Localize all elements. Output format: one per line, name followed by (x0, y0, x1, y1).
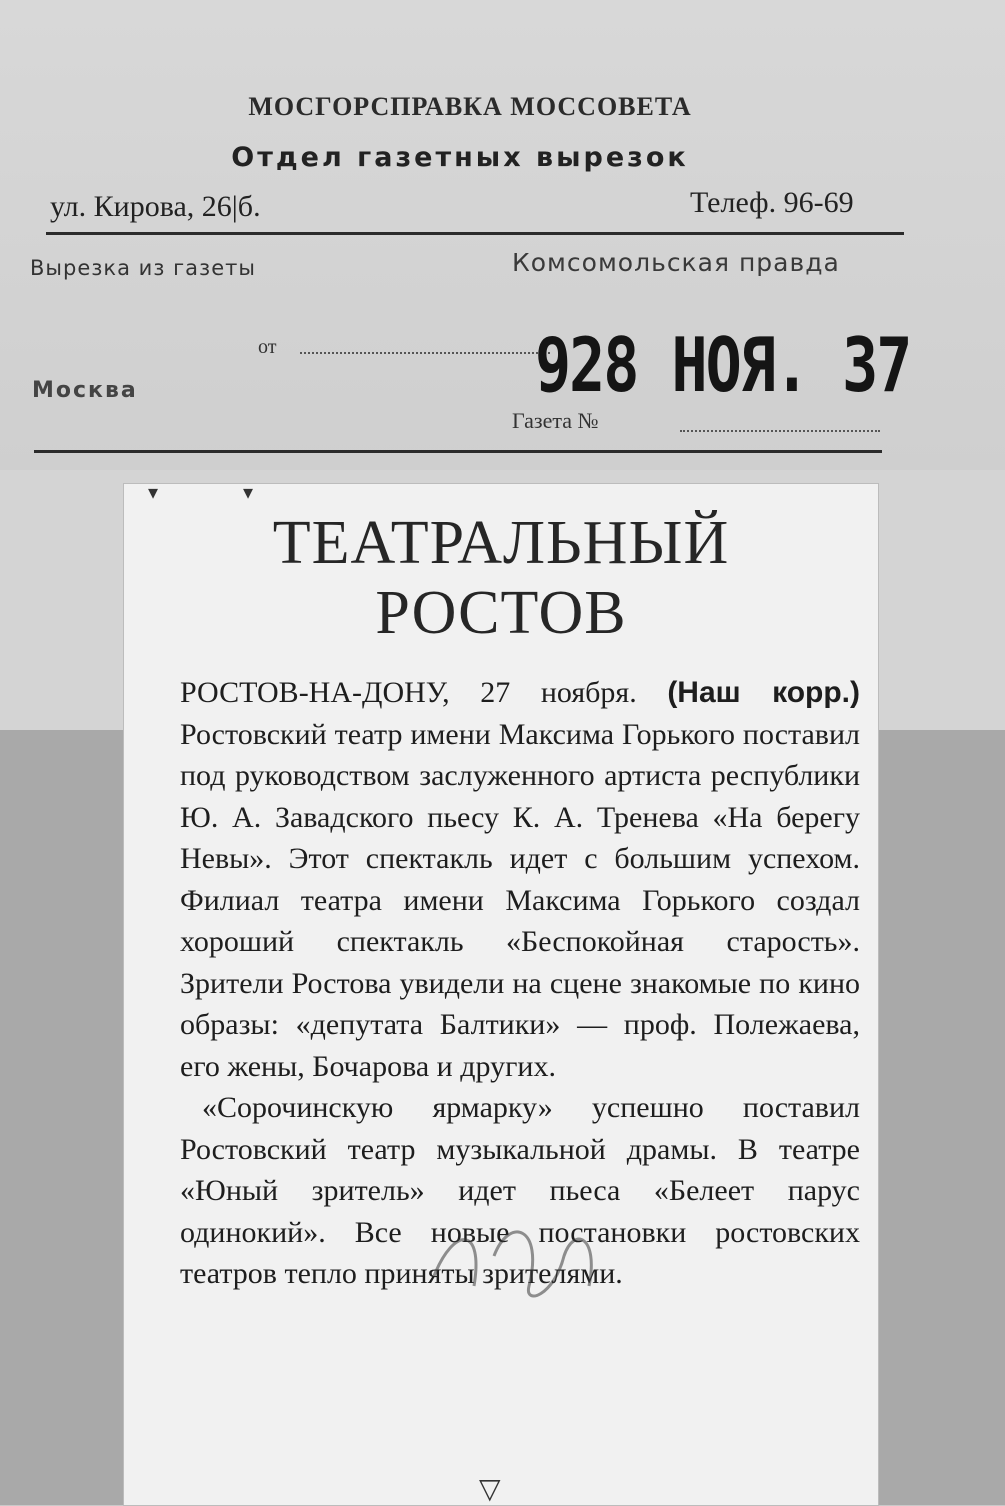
agency-phone: Телеф. 96-69 (690, 186, 854, 219)
department-name: Отдел газетных вырезок (231, 142, 689, 173)
form-bottom-divider (34, 450, 882, 453)
correspondent-note: (Наш корр.) (667, 676, 861, 709)
agency-address: ул. Кирова, 26|б. (50, 190, 261, 223)
article-dateline: РОСТОВ-НА-ДОНУ, 27 ноября. (180, 676, 637, 709)
agency-title: МОСГОРСПРАВКА МОССОВЕТА (248, 92, 692, 121)
gazeta-dotted-line (680, 430, 880, 432)
gazeta-number-label: Газета № (512, 408, 599, 433)
clip-bottom-mark: ▽ (479, 1474, 501, 1505)
city-label: Москва (32, 378, 138, 403)
clip-edge-marks: ▾ ▾ (148, 482, 294, 504)
article-headline (124, 508, 878, 648)
article-paragraph-1-text: Ростовский театр имени Максима Горького поставил под руководством заслуженного артиста республики Ю. А. Завадского пьесу К. А. Тренева «На берегу Невы». Этот спектакль идет с большим успехом. Филиал театра имени Максима Горького создал хороший спектакль «Беспокойная старость». Зрители Ростова увидели на сцене знакомые по кино образы: «депутата Балтики» — проф. Полежаева, его жены, Бочарова и других. (180, 717, 860, 1083)
newspaper-clipping (124, 484, 878, 1505)
article-paragraph-1 (180, 672, 860, 1087)
header-divider (46, 232, 904, 235)
handwritten-annotation (414, 1196, 614, 1316)
clipping-form-header (0, 0, 1005, 470)
clipping-label: Вырезка из газеты (30, 256, 256, 280)
date-stamp: 928 НОЯ. 37 (535, 322, 911, 410)
from-label: от (258, 336, 277, 358)
headline-line-1: ТЕАТРАЛЬНЫЙ (272, 509, 730, 577)
from-dotted-line (300, 352, 550, 354)
article-paragraph-2: «Сорочинскую ярмарку» успешно поставил Ростовский театр музыкальной драмы. В театре «Юный зритель» идет пьеса «Белеет парус одинокий». Все новые постановки ростовских театров тепло приняты зрителями. (180, 1091, 860, 1290)
newspaper-name: Комсомольская правда (512, 248, 840, 277)
headline-line-2: РОСТОВ (375, 579, 627, 647)
